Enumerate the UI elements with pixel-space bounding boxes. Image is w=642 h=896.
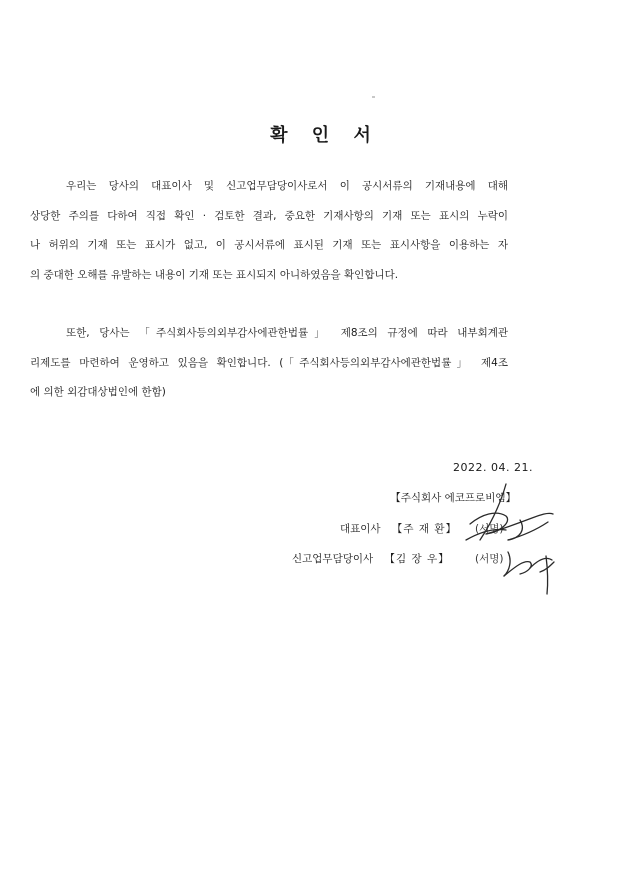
signature-label: (서명)	[475, 553, 504, 565]
signer-name: 【김 장 우】	[384, 553, 450, 565]
disclosure-officer-signature-row	[292, 551, 450, 566]
signer-role: 신고업무담당이사	[292, 553, 374, 565]
company-name: 【주식회사 에코프로비엠】	[390, 492, 516, 504]
paragraph-line: 또한, 당사는 「주식회사등의외부감사에관한법률」 제8조의 규정에 따라 내부회계관	[66, 327, 508, 339]
paragraph-line: 에 의한 외감대상법인에 한함)	[30, 386, 166, 399]
signer-name: 【주 재 환】	[391, 523, 458, 535]
document-date: 2022. 04. 21.	[453, 461, 533, 474]
paragraph-line: 우리는 당사의 대표이사 및 신고업무담당이사로서 이 공시서류의 기재내용에 대해	[66, 180, 508, 192]
disclosure-officer-handwritten-signature	[504, 552, 554, 594]
scan-speck	[372, 96, 375, 98]
paragraph-line: 상당한 주의를 다하여 직접 확인 · 검토한 결과, 중요한 기재사항의 기재 또는 표시의 누락이	[30, 209, 508, 222]
paragraph-line: 리제도를 마련하여 운영하고 있음을 확인합니다. (「주식회사등의외부감사에관한법률」 제4조	[30, 356, 508, 369]
paragraph-line: 나 허위의 기재 또는 표시가 없고, 이 공시서류에 표시된 기재 또는 표시사항을 이용하는 자	[30, 239, 508, 252]
signer-role: 대표이사	[340, 523, 381, 535]
document-title: 확 인 서	[270, 125, 380, 146]
paragraph-line: 의 중대한 오해를 유발하는 내용이 기재 또는 표시되지 아니하였음을 확인합니다.	[30, 268, 399, 281]
internal-control-paragraph	[30, 323, 508, 412]
signature-label: (서명)	[475, 523, 504, 535]
ceo-signature-row	[340, 521, 457, 536]
confirmation-paragraph	[30, 176, 508, 294]
